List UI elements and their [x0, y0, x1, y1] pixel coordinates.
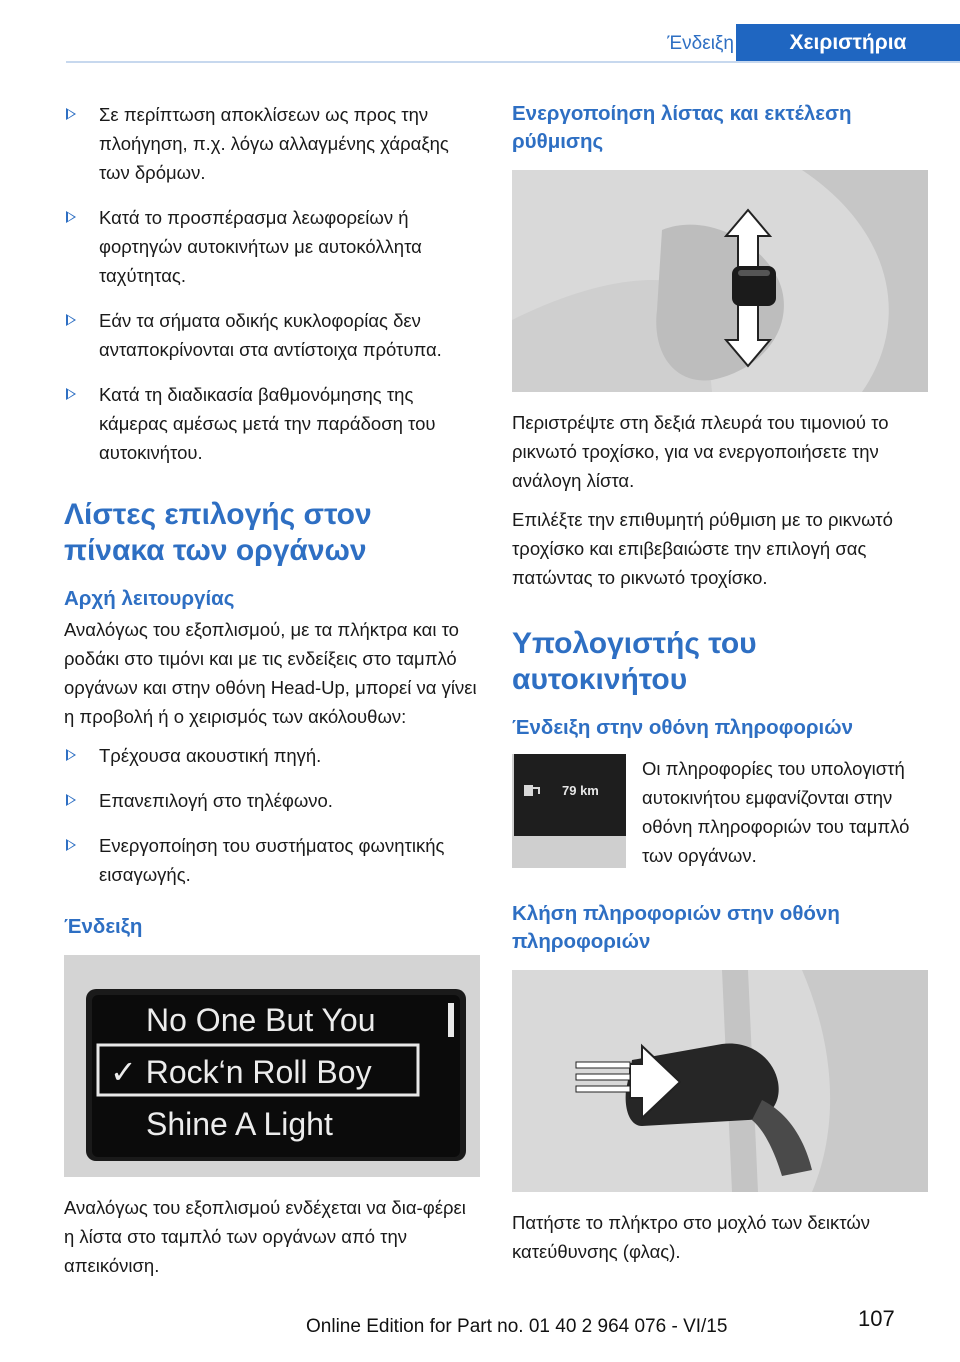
- list-entry: Shine A Light: [146, 1106, 333, 1142]
- info-display-block: [512, 754, 928, 870]
- paragraph: Οι πληροφορίες του υπολογιστή αυτοκινήτου εμφανίζονται στην οθόνη πληροφοριών του ταμπλό των οργάνων.: [642, 758, 910, 866]
- bullet-triangle-icon: [66, 314, 76, 326]
- instrument-list-screen: [64, 955, 480, 1177]
- right-column: [512, 100, 928, 1276]
- section-heading: Λίστες επιλογής στον πίνακα των οργάνων: [64, 498, 372, 567]
- paragraph: Πατήστε το πλήκτρο στο μοχλό των δεικτών κατεύθυνσης (φλας).: [512, 1212, 871, 1262]
- fuel-pump-icon: [524, 785, 533, 796]
- turn-signal-lever-illustration: [512, 970, 928, 1192]
- page-number: 107: [858, 1306, 895, 1331]
- instrument-list-figure: [64, 955, 480, 1177]
- steering-wheel-illustration: [512, 170, 928, 392]
- list-item: Κατά το προσπέρασμα λεωφορείων ή φορτηγών αυτοκινήτων με αυτοκόλλητα ταχύτητας.: [64, 203, 480, 290]
- list-item: Σε περίπτωση αποκλίσεων ως προς την πλοήγηση, π.χ. λόγω αλλαγμένης χάραξης των δρόμων.: [64, 100, 480, 187]
- list-entry: No One But You: [146, 1002, 376, 1038]
- bullet-triangle-icon: [66, 749, 76, 761]
- list-item: Εάν τα σήματα οδικής κυκλοφορίας δεν ανταποκρίνονται στα αντίστοιχα πρότυπα.: [64, 306, 480, 364]
- left-column: [64, 100, 480, 1290]
- list-item: Κατά τη διαδικασία βαθμονόμησης της κάμερας αμέσως μετά την παράδοση του αυτοκινήτου.: [64, 380, 480, 467]
- list-item: Επανεπιλογή στο τηλέφωνο.: [64, 786, 480, 815]
- subsection-heading: Ένδειξη στην οθόνη πληροφοριών: [512, 716, 853, 739]
- list-entry-selected: ✓ Rock‘n Roll Boy: [110, 1054, 372, 1090]
- edition-info: Online Edition for Part no. 01 40 2 964 076 - VI/15: [306, 1316, 728, 1337]
- steering-wheel-roller-figure: [512, 170, 928, 392]
- page-footer: [0, 1306, 960, 1340]
- paragraph: Επιλέξτε την επιθυμητή ρύθμιση με το ρικνωτό τροχίσκο και επιβεβαιώστε την επιλογή σας πατώντας το ρικνωτό τροχίσκο.: [512, 509, 893, 588]
- bullet-triangle-icon: [66, 839, 76, 851]
- turn-signal-lever-figure: [512, 970, 928, 1192]
- header-section: Ένδειξη: [667, 33, 734, 54]
- list-item: Ενεργοποίηση του συστήματος φωνητικής εισαγωγής.: [64, 831, 480, 889]
- subsection-heading: Ενεργοποίηση λίστας και εκτέλεση ρύθμισης: [512, 102, 852, 153]
- header-rule: [66, 61, 960, 63]
- bullet-triangle-icon: [66, 388, 76, 400]
- bullet-triangle-icon: [66, 794, 76, 806]
- bullet-triangle-icon: [66, 211, 76, 223]
- functions-bullet-list: [64, 741, 480, 889]
- list-item: Τρέχουσα ακουστική πηγή.: [64, 741, 480, 770]
- subsection-heading: Αρχή λειτουργίας: [64, 587, 235, 610]
- info-display-figure: [512, 754, 626, 868]
- figure-caption: Αναλόγως του εξοπλισμού ενδέχεται να δια‐φέρει η λίστα στο ταμπλό των οργάνων από την απεικόνιση.: [64, 1197, 466, 1276]
- range-display-screen: [512, 754, 626, 868]
- intro-paragraph: Αναλόγως του εξοπλισμού, με τα πλήκτρα και το ροδάκι στο τιμόνι και με τις ενδείξεις στο ταμπλό οργάνων και στην οθόνη Head-Up, μπορεί να γίνει η προβολή ή ο χειρισμός των ακόλουθων:: [64, 619, 477, 727]
- deviation-bullet-list: [64, 100, 480, 467]
- subsection-heading: Κλήση πληροφοριών στην οθόνη πληροφοριών: [512, 902, 840, 953]
- bullet-triangle-icon: [66, 108, 76, 120]
- range-value: 79 km: [562, 783, 599, 798]
- header-chapter-tab: Χειριστήρια: [736, 24, 960, 62]
- display-heading: Ένδειξη: [64, 915, 143, 938]
- section-heading: Υπολογιστής του αυτοκινήτου: [512, 627, 757, 696]
- paragraph: Περιστρέψτε στη δεξιά πλευρά του τιμονιού το ρικνωτό τροχίσκο, για να ενεργοποιήσετε την ανάλογη λίστα.: [512, 412, 889, 491]
